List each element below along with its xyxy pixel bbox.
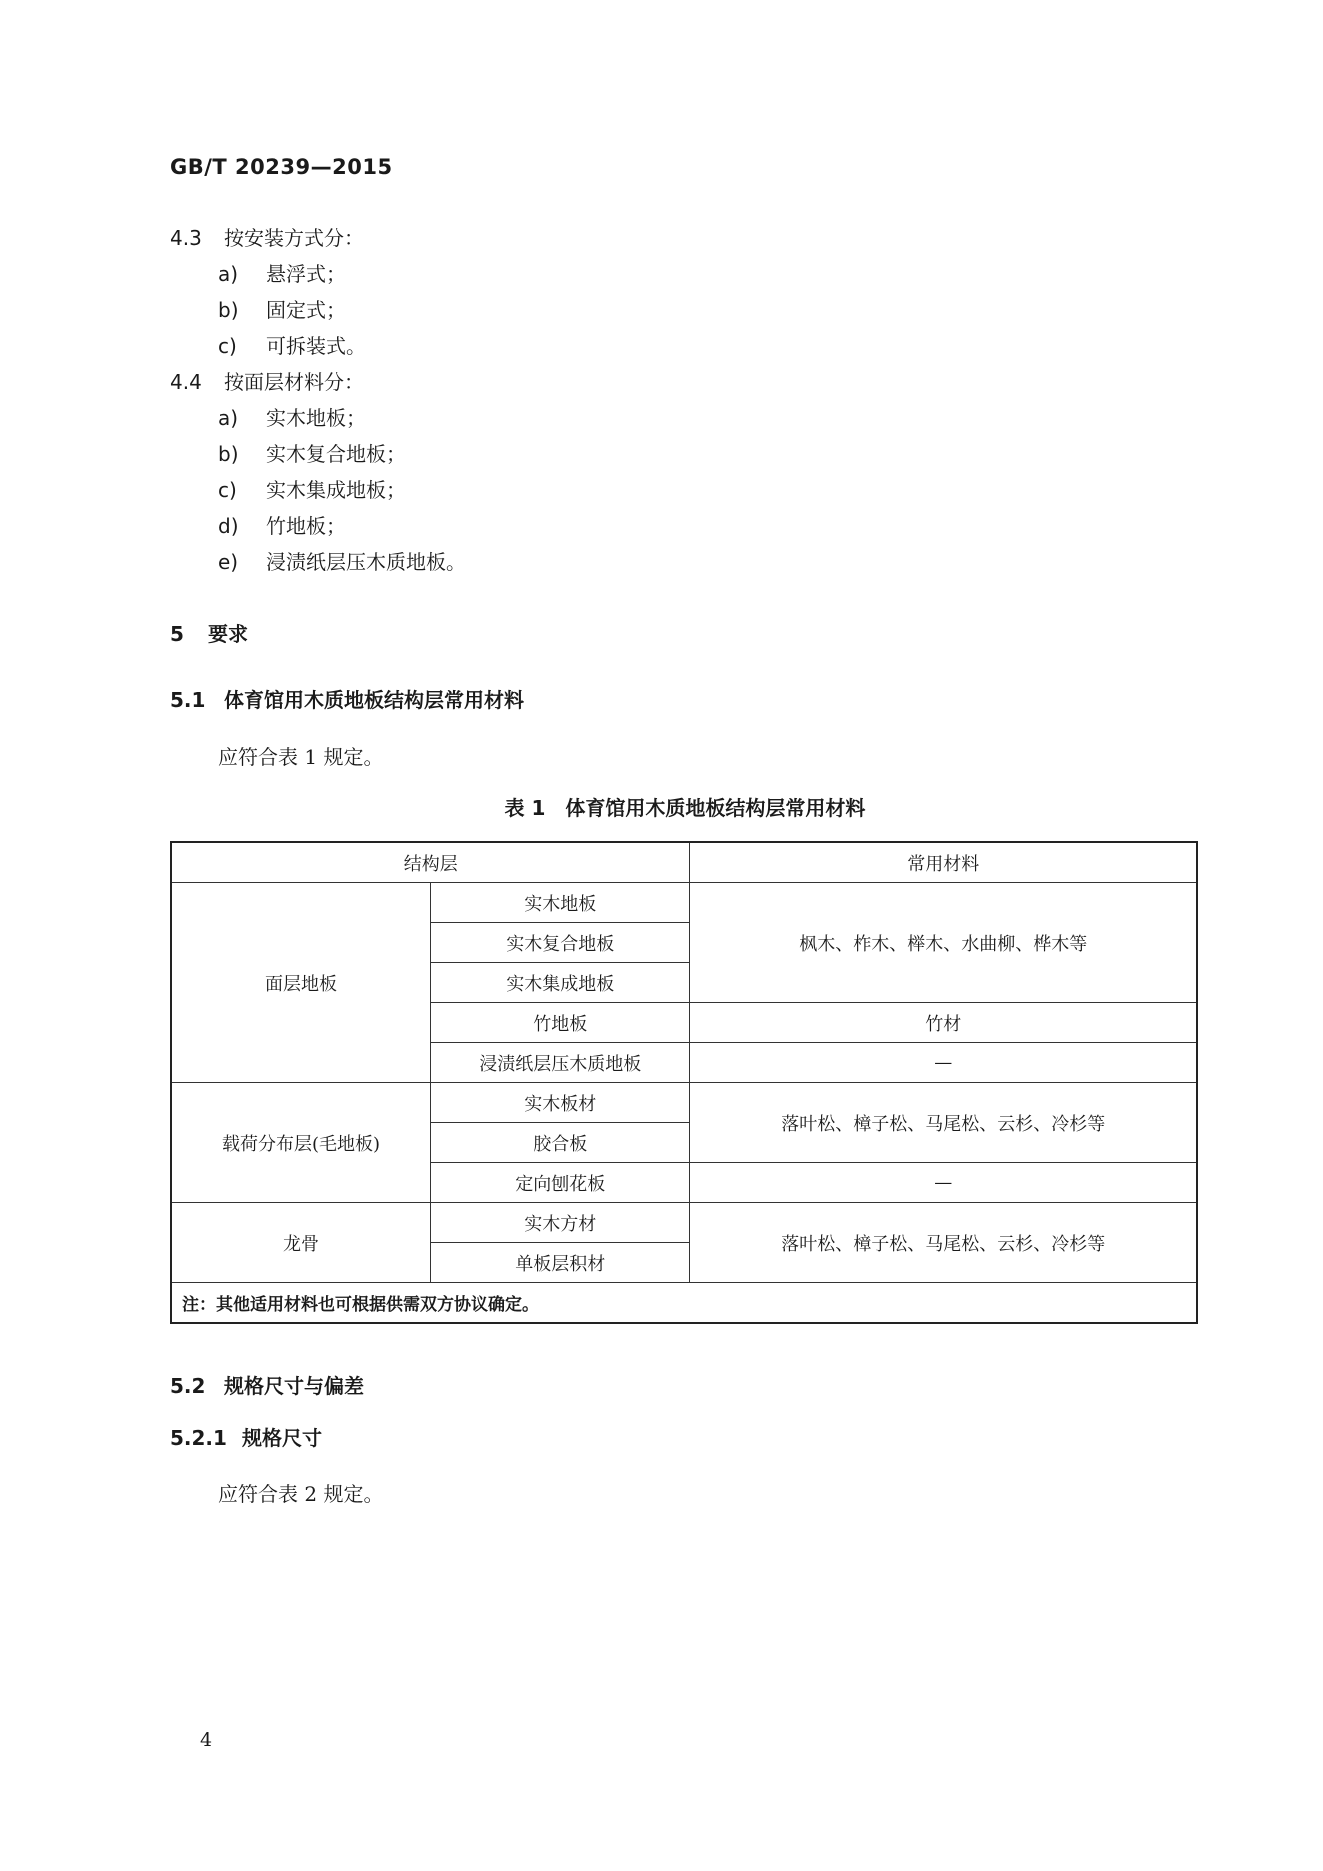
list-item-text: 实木地板； [266,406,366,430]
materials-table [170,841,1198,1324]
list-marker: e) [218,550,239,574]
page-number: 4 [200,1729,213,1751]
sub-cell: 定向刨花板 [431,1163,690,1203]
material-cell: 落叶松、樟子松、马尾松、云杉、冷杉等 [690,1203,1197,1283]
table-row [171,883,1197,923]
section-title: 按面层材料分： [224,370,364,394]
list-marker: b) [218,298,239,322]
table-row [171,1083,1197,1123]
list-item-text: 浸渍纸层压木质地板。 [266,550,466,574]
section-title: 体育馆用木质地板结构层常用材料 [224,688,524,712]
section-number: 4.4 [170,370,202,394]
section-5-heading [170,618,248,647]
material-cell: — [690,1043,1197,1083]
list-item [218,510,346,539]
list-item-text: 竹地板； [266,514,346,538]
list-marker: b) [218,442,239,466]
material-cell: 落叶松、樟子松、马尾松、云杉、冷杉等 [690,1083,1197,1163]
section-number: 5.2.1 [170,1426,227,1450]
list-item [218,330,366,359]
list-marker: c) [218,478,237,502]
sub-cell: 实木板材 [431,1083,690,1123]
list-item [218,438,406,467]
section-number: 4.3 [170,226,202,250]
list-marker: c) [218,334,237,358]
paragraph: 应符合表 1 规定。 [218,745,384,769]
sub-cell: 实木复合地板 [431,923,690,963]
header-cell: 常用材料 [690,842,1197,883]
list-item-text: 可拆装式。 [266,334,366,358]
list-item [218,474,406,503]
section-title: 按安装方式分： [224,226,364,250]
list-item-text: 实木集成地板； [266,478,406,502]
section-number: 5 [170,622,184,646]
list-item-text: 固定式； [266,298,346,322]
section-number: 5.2 [170,1374,206,1398]
table-note-row [171,1283,1197,1324]
group-cell: 面层地板 [171,883,431,1083]
sub-cell: 实木集成地板 [431,963,690,1003]
material-cell: — [690,1163,1197,1203]
header-cell: 结构层 [171,842,690,883]
standard-number-header: GB/T 20239—2015 [170,155,393,179]
table-caption: 表 1 体育馆用木质地板结构层常用材料 [504,796,866,820]
list-item-text: 实木复合地板； [266,442,406,466]
paragraph: 应符合表 2 规定。 [218,1482,384,1506]
list-marker: a) [218,262,239,286]
sub-cell: 单板层积材 [431,1243,690,1283]
section-5-2-1-heading [170,1422,322,1451]
table-header-row [171,842,1197,883]
section-title: 规格尺寸 [242,1426,322,1450]
sub-cell: 实木方材 [431,1203,690,1243]
section-4-4-heading [170,366,364,395]
list-item [218,546,466,575]
sub-cell: 竹地板 [431,1003,690,1043]
list-item [218,294,346,323]
group-cell: 载荷分布层(毛地板) [171,1083,431,1203]
table-note: 注：其他适用材料也可根据供需双方协议确定。 [171,1283,1197,1324]
list-item [218,402,366,431]
list-item-text: 悬浮式； [266,262,346,286]
group-cell: 龙骨 [171,1203,431,1283]
material-cell: 竹材 [690,1003,1197,1043]
section-5-1-heading [170,684,524,713]
sub-cell: 浸渍纸层压木质地板 [431,1043,690,1083]
section-4-3-heading [170,222,364,251]
list-item [218,258,346,287]
sub-cell: 实木地板 [431,883,690,923]
table-row [171,1203,1197,1243]
list-marker: d) [218,514,239,538]
section-title: 要求 [208,622,248,646]
list-marker: a) [218,406,239,430]
section-5-2-heading [170,1370,364,1399]
section-number: 5.1 [170,688,206,712]
sub-cell: 胶合板 [431,1123,690,1163]
section-title: 规格尺寸与偏差 [224,1374,364,1398]
material-cell: 枫木、柞木、榉木、水曲柳、桦木等 [690,883,1197,1003]
